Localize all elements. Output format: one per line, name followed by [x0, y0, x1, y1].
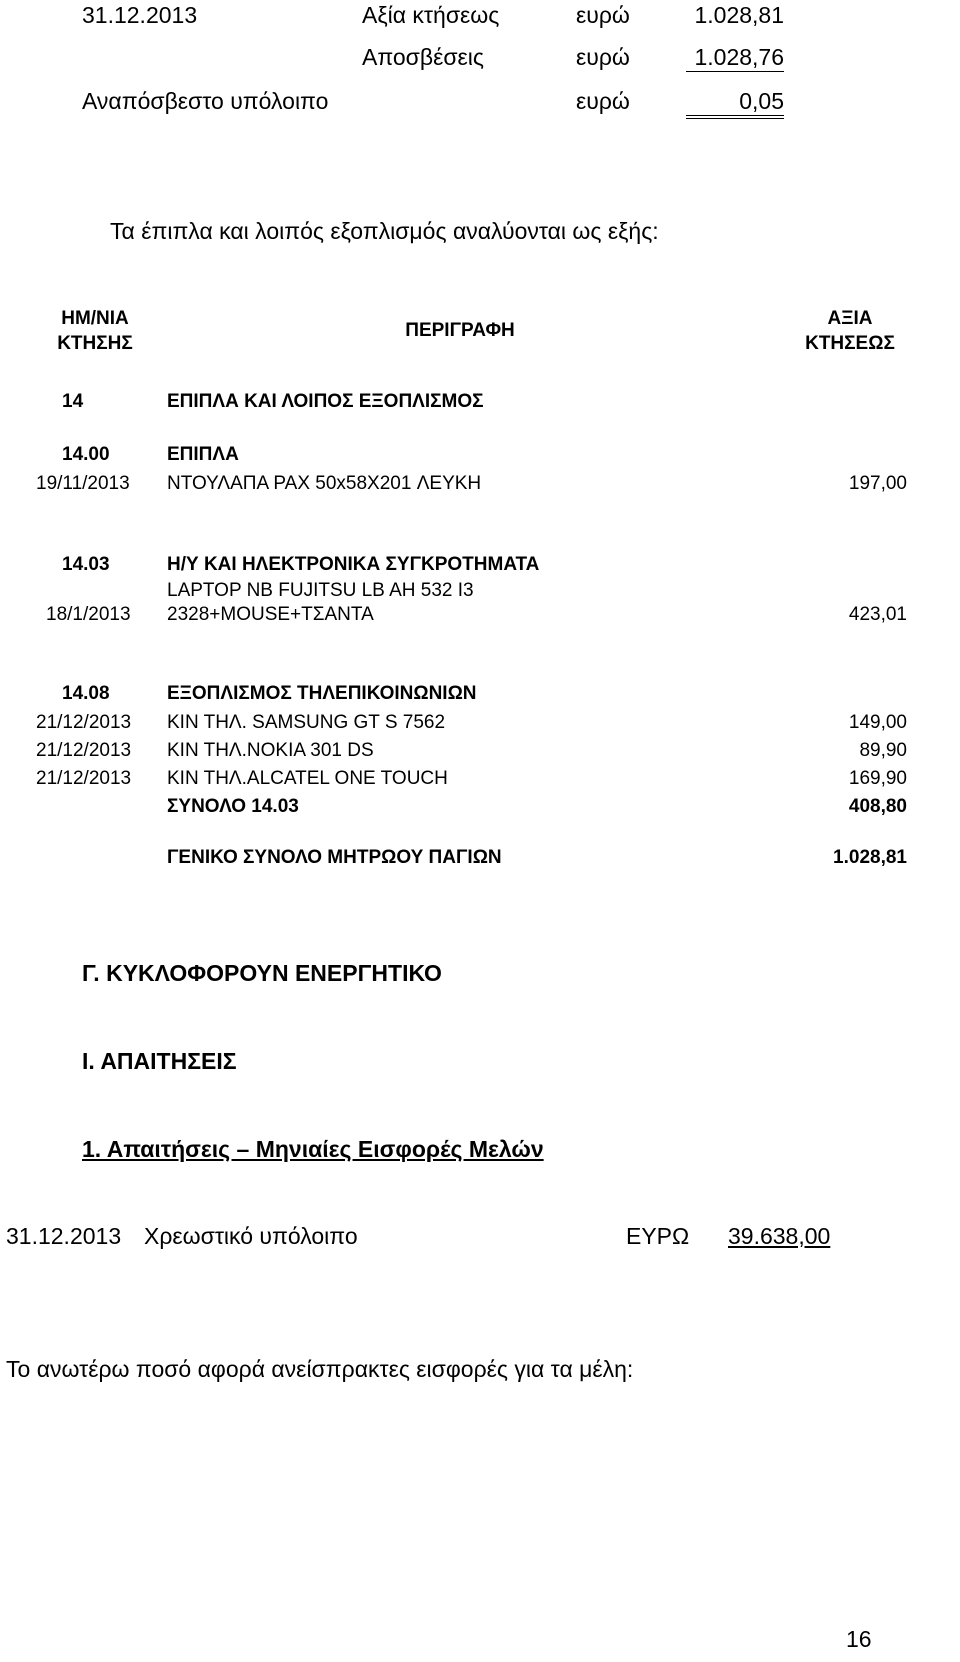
acquisition-label: Αξία κτήσεως — [362, 2, 500, 28]
row-description-line1: LAPTOP NB FUJITSU LB AH 532 I3 — [167, 580, 474, 601]
row-value: 423,01 — [848, 604, 907, 625]
residual-currency: ευρώ — [576, 88, 630, 114]
group-title: ΕΞΟΠΛΙΣΜΟΣ ΤΗΛΕΠΙΚΟΙΝΩΝΙΩΝ — [167, 683, 477, 704]
balance-label: Χρεωστικό υπόλοιπο — [144, 1223, 358, 1249]
subsection-title: 1. Απαιτήσεις – Μηνιαίες Εισφορές Μελών — [82, 1136, 544, 1162]
page-number: 16 — [846, 1626, 872, 1652]
row-value: 149,00 — [848, 712, 907, 733]
group-title: Η/Υ ΚΑΙ ΗΛΕΚΤΡΟΝΙΚΑ ΣΥΓΚΡΟΤΗΜΑΤΑ — [167, 554, 540, 575]
note-text: Το ανωτέρω ποσό αφορά ανείσπρακτες εισφορές για τα μέλη: — [6, 1356, 634, 1382]
row-value: 169,90 — [848, 768, 907, 789]
main-title: ΕΠΙΠΛΑ ΚΑΙ ΛΟΙΠΟΣ ΕΞΟΠΛΙΣΜΟΣ — [167, 391, 484, 412]
row-date: 18/1/2013 — [46, 604, 131, 625]
depreciation-currency: ευρώ — [576, 44, 630, 70]
row-description-line2: 2328+MOUSE+ΤΣΑΝΤΑ — [167, 604, 374, 625]
row-date: 21/12/2013 — [36, 712, 132, 733]
row-value: 89,90 — [859, 740, 907, 761]
group-code: 14.08 — [62, 683, 110, 704]
group-title: ΕΠΙΠΛΑ — [167, 444, 239, 465]
group-total-value: 408,80 — [848, 796, 907, 817]
residual-value: 0,05 — [739, 88, 784, 114]
row-description: ΝΤΟΥΛΑΠΑ ΡΑΧ 50x58X201 ΛΕΥΚΗ — [167, 473, 482, 494]
depreciation-underline — [686, 71, 784, 72]
depreciation-value: 1.028,76 — [694, 44, 784, 70]
row-date: 21/12/2013 — [36, 768, 132, 789]
header-value-line1: ΑΞΙΑ — [827, 308, 873, 329]
row-value: 197,00 — [848, 473, 907, 494]
balance-date: 31.12.2013 — [6, 1223, 122, 1249]
header-date-line1: ΗΜ/ΝΙΑ — [61, 308, 129, 329]
header-description: ΠΕΡΙΓΡΑΦΗ — [405, 320, 515, 341]
section-c-heading: Γ. ΚΥΚΛΟΦΟΡΟΥΝ ΕΝΕΡΓΗΤΙΚΟ — [82, 960, 442, 986]
summary-date: 31.12.2013 — [82, 2, 198, 28]
group-code: 14.03 — [62, 554, 110, 575]
balance-value: 39.638,00 — [728, 1223, 831, 1249]
row-description: ΚΙΝ ΤΗΛ.NOKIA 301 DS — [167, 740, 374, 761]
residual-label: Αναπόσβεστο υπόλοιπο — [82, 88, 329, 114]
grand-total-value: 1.028,81 — [833, 847, 907, 868]
group-total-label: ΣΥΝΟΛΟ 14.03 — [167, 796, 299, 817]
row-description: ΚΙΝ ΤΗΛ.ALCATEL ONE TOUCH — [167, 768, 448, 789]
acquisition-currency: ευρώ — [576, 2, 630, 28]
residual-underline-2 — [686, 118, 784, 119]
grand-total-label: ΓΕΝΙΚΟ ΣΥΝΟΛΟ ΜΗΤΡΩΟΥ ΠΑΓΙΩΝ — [167, 847, 502, 868]
header-value-line2: ΚΤΗΣΕΩΣ — [805, 333, 895, 354]
header-date-line2: ΚΤΗΣΗΣ — [57, 333, 133, 354]
balance-currency: ΕΥΡΩ — [626, 1223, 690, 1249]
intro-text: Τα έπιπλα και λοιπός εξοπλισμός αναλύονται ως εξής: — [110, 218, 659, 244]
section-i-heading: Ι. ΑΠΑΙΤΗΣΕΙΣ — [82, 1048, 237, 1074]
group-code: 14.00 — [62, 444, 110, 465]
main-code: 14 — [62, 391, 84, 412]
row-description: ΚΙΝ ΤΗΛ. SAMSUNG GT S 7562 — [167, 712, 446, 733]
residual-underline-1 — [686, 115, 784, 116]
row-date: 19/11/2013 — [36, 473, 130, 494]
acquisition-value: 1.028,81 — [694, 2, 784, 28]
depreciation-label: Αποσβέσεις — [362, 44, 484, 70]
row-date: 21/12/2013 — [36, 740, 132, 761]
